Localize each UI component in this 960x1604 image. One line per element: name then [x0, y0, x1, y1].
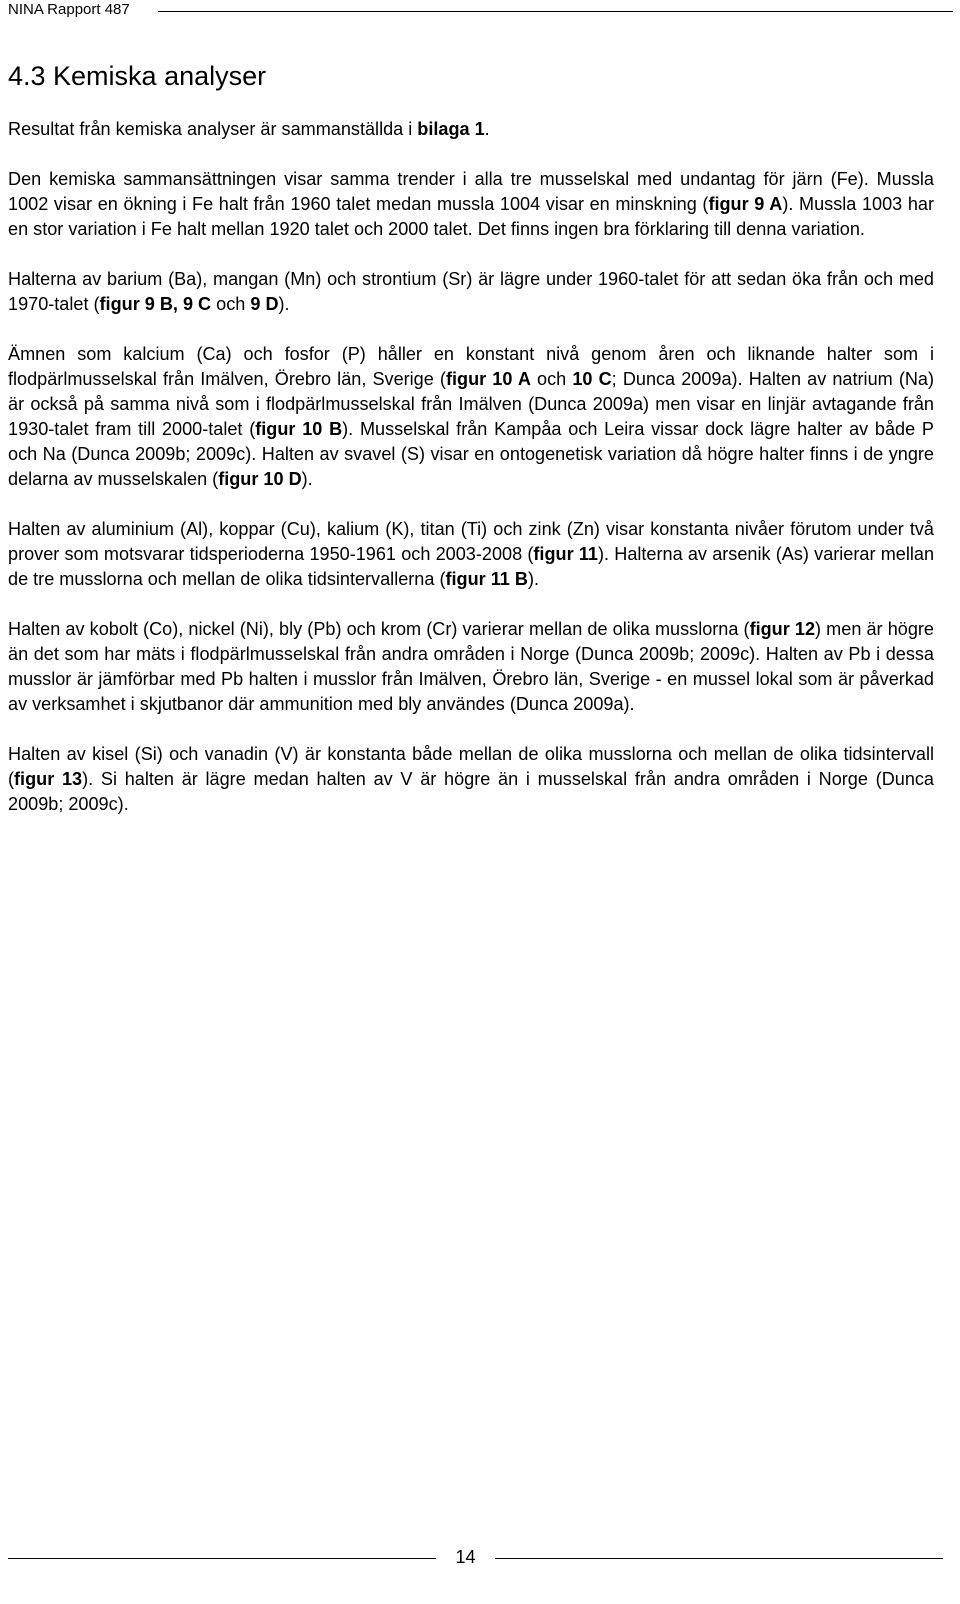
figure-reference: figur 11 B	[445, 569, 528, 589]
body-text	[8, 117, 934, 817]
figure-reference: figur 9 B, 9 C	[99, 294, 212, 314]
section-title: 4.3 Kemiska analyser	[8, 61, 267, 91]
figure-reference: figur 10 D	[218, 469, 302, 489]
figure-reference: figur 12	[749, 619, 816, 639]
footer-divider-left	[8, 1558, 436, 1559]
figure-reference: figur 11	[533, 544, 598, 564]
paragraph-2: Den kemiska sammansättningen visar samma trender i alla tre musselskal med undantag för järn (Fe). Mussla 1002 visar en ökning i Fe halt från 1960 talet medan mussla 1004 visar en minskning (figur 9 A). Mussla 1003 har en stor variation i Fe halt mellan 1920 talet och 2000 talet. Det finns ingen bra förklaring till denna variation.	[8, 169, 934, 239]
figure-reference: figur 10 B	[255, 419, 343, 439]
footer-divider-right	[495, 1558, 943, 1559]
figure-reference: 10 C	[572, 369, 612, 389]
figure-reference: 9 D	[250, 294, 279, 314]
figure-reference: bilaga 1	[417, 119, 485, 139]
report-label: NINA Rapport 487	[8, 1, 130, 18]
paragraph-6: Halten av kobolt (Co), nickel (Ni), bly (Pb) och krom (Cr) varierar mellan de olika musslorna (figur 12) men är högre än det som har mäts i flodpärlmusselskal från andra områden i Norge (Dunca 2009b; 2009c). Halten av Pb i dessa musslor är jämförbar med Pb halten i musslor från Imälven, Örebro län, Sverige - en mussel lokal som är påverkad av verksamhet i skjutbanor där ammunition med bly användes (Dunca 2009a).	[8, 619, 934, 714]
paragraph-7: Halten av kisel (Si) och vanadin (V) är konstanta både mellan de olika musslorna och mellan de olika tidsintervall (figur 13). Si halten är lägre medan halten av V är högre än i musselskal från andra områden i Norge (Dunca 2009b; 2009c).	[8, 744, 934, 814]
paragraph-5: Halten av aluminium (Al), koppar (Cu), kalium (K), titan (Ti) och zink (Zn) visar konstanta nivåer förutom under två prover som motsvarar tidsperioderna 1950-1961 och 2003-2008 (figur 11). Halterna av arsenik (As) varierar mellan de tre musslorna och mellan de olika tidsintervallerna (figur 11 B).	[8, 519, 935, 589]
header-divider	[158, 11, 953, 12]
page-footer	[0, 1540, 960, 1580]
page-number: 14	[455, 1547, 476, 1567]
figure-reference: figur 10 A	[445, 369, 531, 389]
paragraph-1: Resultat från kemiska analyser är sammanställda i bilaga 1.	[8, 119, 490, 139]
figure-reference: figur 13	[14, 769, 83, 789]
page-header	[8, 0, 953, 20]
figure-reference: figur 9 A	[708, 194, 783, 214]
paragraph-3: Halterna av barium (Ba), mangan (Mn) och strontium (Sr) är lägre under 1960-talet för att sedan öka från och med 1970-talet (figur 9 B, 9 C och 9 D).	[8, 269, 934, 314]
paragraph-4: Ämnen som kalcium (Ca) och fosfor (P) håller en konstant nivå genom åren och liknande halter som i flodpärlmusselskal från Imälven, Örebro län, Sverige (figur 10 A och 10 C; Dunca 2009a). Halten av natrium (Na) är också på samma nivå som i flodpärlmusselskal från Imälven (Dunca 2009a) men visar en linjär avtagande från 1930-talet fram till 2000-talet (figur 10 B). Musselskal från Kampåa och Leira vissar dock lägre halter av både P och Na (Dunca 2009b; 2009c). Halten av svavel (S) visar en ontogenetisk variation då högre halter finns i de yngre delarna av musselskalen (figur 10 D).	[8, 344, 934, 489]
